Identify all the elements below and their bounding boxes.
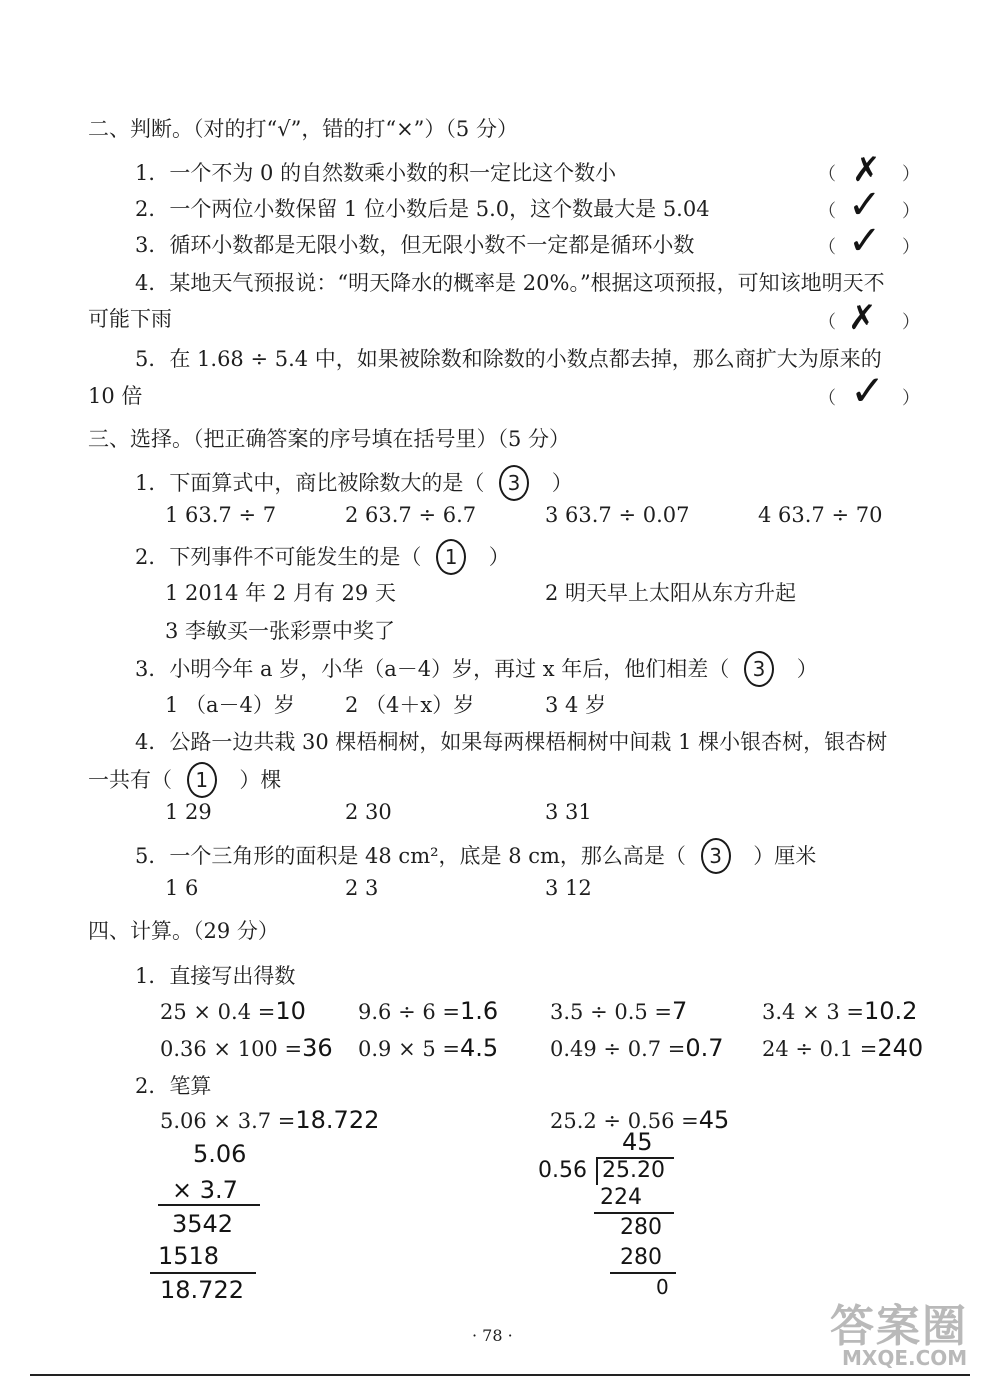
div-dividend: 25.20 bbox=[602, 1158, 665, 1183]
judge-item-4-line2: 可能下雨 bbox=[88, 307, 172, 331]
div-line-2 bbox=[610, 1272, 676, 1274]
page-number: · 78 · bbox=[472, 1326, 513, 1345]
answer-circled: 1 bbox=[436, 539, 466, 575]
answer-paren-right: ） bbox=[902, 312, 920, 333]
choice-q1-stem: 1．下面算式中，商比被除数大的是（ 3 ） bbox=[135, 465, 573, 501]
answer-circled: 3 bbox=[701, 838, 731, 874]
choice-q1-option: 1 63.7 ÷ 7 bbox=[165, 503, 277, 527]
calc-sub1: 1．直接写出得数 bbox=[135, 964, 296, 988]
choice-q4-stem-line1: 4．公路一边共栽 30 棵梧桐树，如果每两棵梧桐树中间栽 1 棵小银杏树，银杏树 bbox=[135, 730, 888, 754]
oral-calc-item: 24 ÷ 0.1 =240 bbox=[762, 1034, 924, 1062]
answer-circled: 3 bbox=[744, 651, 774, 687]
choice-q5-option: 1 6 bbox=[165, 876, 199, 900]
answer-paren-right: ） bbox=[902, 201, 920, 222]
check-mark-icon: ✓ bbox=[848, 182, 882, 228]
choice-q1-option: 3 63.7 ÷ 0.07 bbox=[545, 503, 690, 527]
choice-q5-option: 2 3 bbox=[345, 876, 379, 900]
answer-paren-right: ） bbox=[902, 388, 920, 409]
oral-calc-item: 0.49 ÷ 0.7 =0.7 bbox=[550, 1034, 724, 1062]
choice-q3-option: 2 （4＋x）岁 bbox=[345, 693, 475, 717]
answer-paren-left: （ bbox=[818, 312, 836, 333]
oral-calc-item: 0.9 × 5 =4.5 bbox=[358, 1034, 499, 1062]
oral-calc-item: 25 × 0.4 =10 bbox=[160, 997, 306, 1025]
watermark-logo: 答案圈 bbox=[830, 1301, 968, 1352]
choice-q4-option: 2 30 bbox=[345, 800, 392, 824]
judge-heading: 二、判断。（对的打“√”，错的打“×”）（5 分） bbox=[88, 117, 518, 141]
choice-q3-option: 3 4 岁 bbox=[545, 693, 607, 717]
watermark-url: MXQE.COM bbox=[842, 1346, 968, 1370]
choice-q1-option: 4 63.7 ÷ 70 bbox=[758, 503, 883, 527]
div-r1: 280 bbox=[620, 1215, 662, 1240]
oral-calc-item: 0.36 × 100 =36 bbox=[160, 1034, 333, 1062]
choice-q2-option: 2 明天早上太阳从东方升起 bbox=[545, 581, 797, 605]
cross-mark-icon: ✗ bbox=[852, 150, 881, 190]
mul-n2: × 3.7 bbox=[172, 1176, 238, 1204]
answer-paren-left: （ bbox=[818, 201, 836, 222]
choice-q2-option: 3 李敏买一张彩票中奖了 bbox=[165, 619, 396, 643]
mul-line-1 bbox=[158, 1204, 260, 1206]
answer-paren-left: （ bbox=[818, 164, 836, 185]
judge-item-5-line2: 10 倍 bbox=[88, 384, 143, 408]
mul-result: 18.722 bbox=[160, 1276, 244, 1304]
div-bracket-side bbox=[596, 1157, 598, 1185]
mul-n1: 5.06 bbox=[193, 1140, 247, 1168]
oral-calc-item: 3.5 ÷ 0.5 =7 bbox=[550, 997, 688, 1025]
calc-sub2: 2．笔算 bbox=[135, 1074, 212, 1098]
choice-q1-option: 2 63.7 ÷ 6.7 bbox=[345, 503, 477, 527]
cross-mark-icon: ✗ bbox=[848, 298, 877, 338]
page-bottom-rule bbox=[30, 1374, 970, 1376]
mul-p2: 1518 bbox=[158, 1242, 220, 1270]
oral-calc-item: 3.4 × 3 =10.2 bbox=[762, 997, 918, 1025]
answer-circled: 3 bbox=[499, 465, 529, 501]
div-divisor: 0.56 bbox=[538, 1158, 587, 1183]
answer-paren-right: ） bbox=[902, 237, 920, 258]
judge-item-5-line1: 5．在 1.68 ÷ 5.4 中，如果被除数和除数的小数点都去掉，那么商扩大为原来的 bbox=[135, 347, 882, 371]
judge-item-4-line1: 4．某地天气预报说：“明天降水的概率是 20%。”根据这项预报，可知该地明天不 bbox=[135, 271, 885, 295]
check-mark-icon: ✓ bbox=[850, 366, 886, 415]
choice-q5-option: 3 12 bbox=[545, 876, 592, 900]
mul-p1: 3542 bbox=[172, 1210, 234, 1238]
answer-paren-left: （ bbox=[818, 237, 836, 258]
mul-line-2 bbox=[150, 1272, 256, 1274]
oral-calc-item: 9.6 ÷ 6 =1.6 bbox=[358, 997, 499, 1025]
choice-q3-option: 1 （a－4）岁 bbox=[165, 693, 295, 717]
choice-q3-stem: 3．小明今年 a 岁，小华（a－4）岁，再过 x 年后，他们相差（ 3 ） bbox=[135, 651, 818, 687]
answer-circled: 1 bbox=[187, 762, 217, 798]
answer-paren-right: ） bbox=[902, 164, 920, 185]
written-div-expr: 25.2 ÷ 0.56 =45 bbox=[550, 1106, 730, 1134]
choice-q5-stem: 5．一个三角形的面积是 48 cm²，底是 8 cm，那么高是（ 3 ）厘米 bbox=[135, 838, 816, 874]
check-mark-icon: ✓ bbox=[848, 218, 882, 264]
choice-q2-stem: 2．下列事件不可能发生的是（ 1 ） bbox=[135, 539, 510, 575]
judge-item-2: 2．一个两位小数保留 1 位小数后是 5.0，这个数最大是 5.04 bbox=[135, 197, 710, 221]
calc-heading: 四、计算。（29 分） bbox=[88, 919, 279, 943]
judge-item-3: 3．循环小数都是无限小数，但无限小数不一定都是循环小数 bbox=[135, 233, 695, 257]
written-mul-expr: 5.06 × 3.7 =18.722 bbox=[160, 1106, 380, 1134]
answer-paren-left: （ bbox=[818, 388, 836, 409]
div-quotient: 45 bbox=[622, 1128, 653, 1156]
div-remainder: 0 bbox=[656, 1275, 669, 1299]
div-s2: 280 bbox=[620, 1245, 662, 1270]
choice-q4-stem-line2: 一共有（ 1 ）棵 bbox=[88, 762, 281, 798]
div-s1: 224 bbox=[600, 1185, 642, 1210]
choice-q2-option: 1 2014 年 2 月有 29 天 bbox=[165, 581, 396, 605]
choice-q4-option: 3 31 bbox=[545, 800, 592, 824]
choice-heading: 三、选择。（把正确答案的序号填在括号里）（5 分） bbox=[88, 427, 571, 451]
div-line-1 bbox=[594, 1212, 674, 1214]
choice-q4-option: 1 29 bbox=[165, 800, 212, 824]
judge-item-1: 1．一个不为 0 的自然数乘小数的积一定比这个数小 bbox=[135, 161, 617, 185]
